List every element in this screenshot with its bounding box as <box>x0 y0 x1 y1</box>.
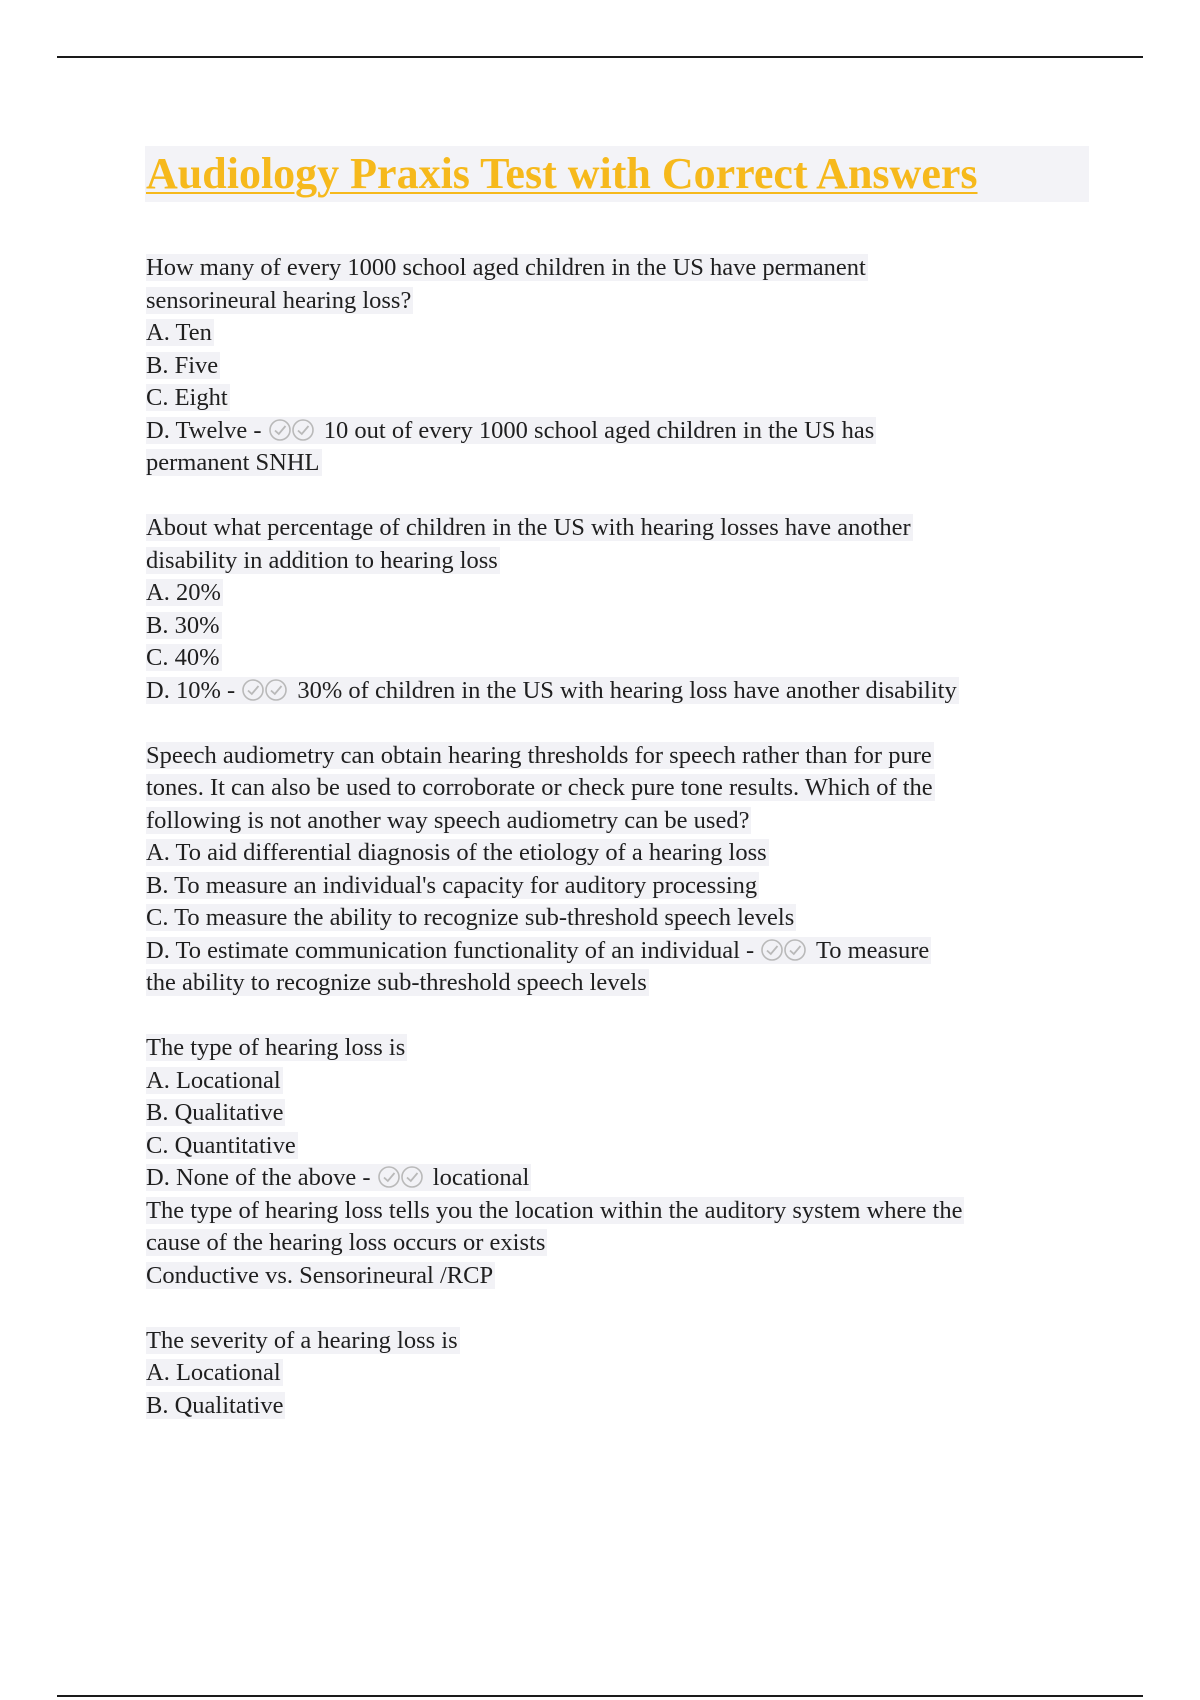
double-check-icon <box>268 417 318 443</box>
answer-option-with-answer: D. None of the above - locational <box>146 1164 530 1191</box>
answer-option-with-answer: D. To estimate communication functionality of an individual - To measure <box>146 936 930 964</box>
answer-option: C. Quantitative <box>146 1131 296 1159</box>
question-block <box>146 1032 1106 1292</box>
question-prompt-line: tones. It can also be used to corroborate or check pure tone results. Which of the <box>146 774 933 801</box>
answer-option: C. To measure the ability to recognize sub-threshold speech levels <box>146 904 795 931</box>
answer-option: A. Locational <box>146 1066 281 1094</box>
question-prompt-line: following is not another way speech audiometry can be used? <box>146 806 750 834</box>
answer-option: C. Eight <box>146 384 228 411</box>
answer-option-with-answer: D. Twelve - 10 out of every 1000 school aged children in the US has <box>146 416 875 444</box>
answer-explanation-line: permanent SNHL <box>146 449 320 476</box>
answer-option: B. 30% <box>146 611 220 639</box>
question-block <box>146 1325 1106 1423</box>
question-prompt-line: disability in addition to hearing loss <box>146 546 498 574</box>
answer-option: B. Qualitative <box>146 1099 284 1126</box>
header-rule <box>57 56 1143 58</box>
question-prompt-line: The severity of a hearing loss is <box>146 1326 458 1354</box>
question-prompt-line: sensorineural hearing loss? <box>146 286 412 314</box>
question-prompt-line: How many of every 1000 school aged children in the US have permanent <box>146 254 866 281</box>
answer-option: A. Locational <box>146 1359 281 1386</box>
question-prompt-line: Speech audiometry can obtain hearing thresholds for speech rather than for pure <box>146 741 932 769</box>
question-block <box>146 740 1106 1000</box>
answer-explanation-line: The type of hearing loss tells you the location within the auditory system where the <box>146 1196 963 1224</box>
footer-rule <box>57 1695 1143 1697</box>
question-block <box>146 512 1106 707</box>
answer-option: C. 40% <box>146 644 220 671</box>
answer-option: B. Five <box>146 351 219 379</box>
answer-explanation-line: Conductive vs. Sensorineural /RCP <box>146 1261 494 1289</box>
question-prompt-line: The type of hearing loss is <box>146 1034 406 1061</box>
answer-option-with-answer: D. 10% - 30% of children in the US with hearing loss have another disability <box>146 676 957 704</box>
double-check-icon <box>760 937 810 963</box>
double-check-icon <box>241 677 291 703</box>
question-block <box>146 252 1106 480</box>
answer-option: A. 20% <box>146 579 221 606</box>
answer-option: B. To measure an individual's capacity for auditory processing <box>146 871 758 899</box>
answer-explanation-line: cause of the hearing loss occurs or exists <box>146 1229 546 1256</box>
answer-option: A. Ten <box>146 319 212 346</box>
question-prompt-line: About what percentage of children in the US with hearing losses have another <box>146 514 911 541</box>
answer-option: A. To aid differential diagnosis of the etiology of a hearing loss <box>146 839 767 866</box>
document-title: Audiology Praxis Test with Correct Answers <box>146 149 978 198</box>
answer-option: B. Qualitative <box>146 1391 284 1419</box>
double-check-icon <box>377 1164 427 1190</box>
answer-explanation-line: the ability to recognize sub-threshold speech levels <box>146 969 647 996</box>
document-body <box>146 252 1106 1455</box>
